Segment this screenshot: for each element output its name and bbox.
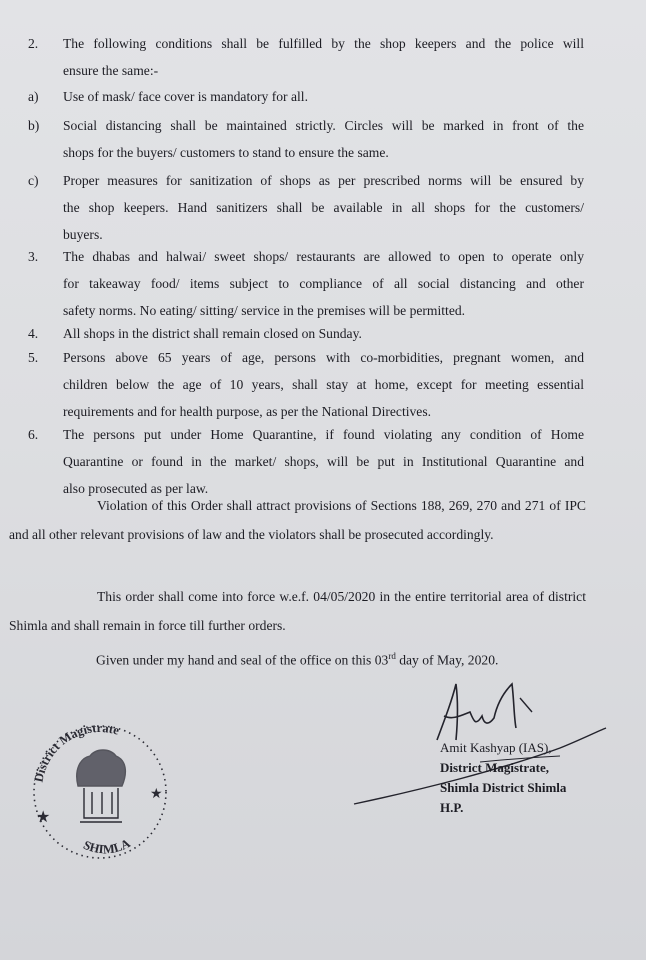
item-number: 2.: [28, 36, 39, 51]
item-number: a): [28, 89, 39, 104]
violation-text: Violation of this Order shall attract provisions of Sections 188, 269, 270 and 271 of IPC and all other relevant provisions of law and the violators shall be prosecuted accordingly.: [9, 498, 586, 542]
item-line: Use of mask/ face cover is mandatory for all.: [63, 89, 308, 104]
seal-top-text: District Magistrate: [31, 720, 121, 784]
item-line: children below the age of 10 years, shall stay at home, except for meeting essential: [63, 377, 584, 392]
item-line: safety norms. No eating/ sitting/ service in the premises will be permitted.: [63, 303, 466, 318]
item-line: shops for the buyers/ customers to stand to ensure the same.: [63, 145, 389, 160]
item-line: The persons put under Home Quarantine, if found violating any condition of Home: [63, 427, 584, 442]
signatory-name: Amit Kashyap (IAS),: [440, 740, 552, 755]
item-line: for takeaway food/ items subject to compliance of all social distancing and other: [63, 276, 584, 291]
item-number: 4.: [28, 326, 39, 341]
item-line: buyers.: [63, 227, 103, 242]
given-under-line: Given under my hand and seal of the office on this 03rd day of May, 2020.: [96, 651, 499, 668]
item-line: also prosecuted as per law.: [63, 481, 209, 496]
signatory-title: District Magistrate,: [440, 760, 550, 775]
item-number: 5.: [28, 350, 39, 365]
item-line: Quarantine or found in the market/ shops, will be put in Institutional Quarantine and: [63, 454, 584, 469]
signatory-state: H.P.: [440, 800, 464, 815]
item-number: 3.: [28, 249, 39, 264]
item-line: requirements and for health purpose, as per the National Directives.: [63, 404, 432, 419]
item-line: ensure the same:-: [63, 63, 159, 78]
force-text: This order shall come into force w.e.f. 04/05/2020 in the entire territorial area of district Shimla and shall remain in force till further orders.: [9, 589, 586, 633]
signatory-block: [440, 738, 566, 818]
item-number: c): [28, 173, 39, 188]
star-icon: ★: [36, 809, 51, 826]
item-number: b): [28, 118, 40, 133]
item-number: 6.: [28, 427, 39, 442]
star-icon: ★: [150, 787, 163, 802]
seal-bottom-text: SHIMLA: [81, 836, 133, 857]
item-line: Persons above 65 years of age, persons with co-morbidities, pregnant women, and: [63, 350, 584, 365]
item-line: The following conditions shall be fulfilled by the shop keepers and the police will: [63, 36, 584, 51]
item-line: Social distancing shall be maintained strictly. Circles will be marked in front of the: [63, 118, 584, 133]
item-line: The dhabas and halwai/ sweet shops/ restaurants are allowed to open to operate only: [63, 249, 584, 264]
signatory-district: Shimla District Shimla: [440, 780, 567, 795]
item-line: All shops in the district shall remain closed on Sunday.: [63, 326, 362, 341]
item-line: the shop keepers. Hand sanitizers shall be available in all shops for the customers/: [63, 200, 584, 215]
item-line: Proper measures for sanitization of shops as per prescribed norms will be ensured by: [63, 173, 584, 188]
